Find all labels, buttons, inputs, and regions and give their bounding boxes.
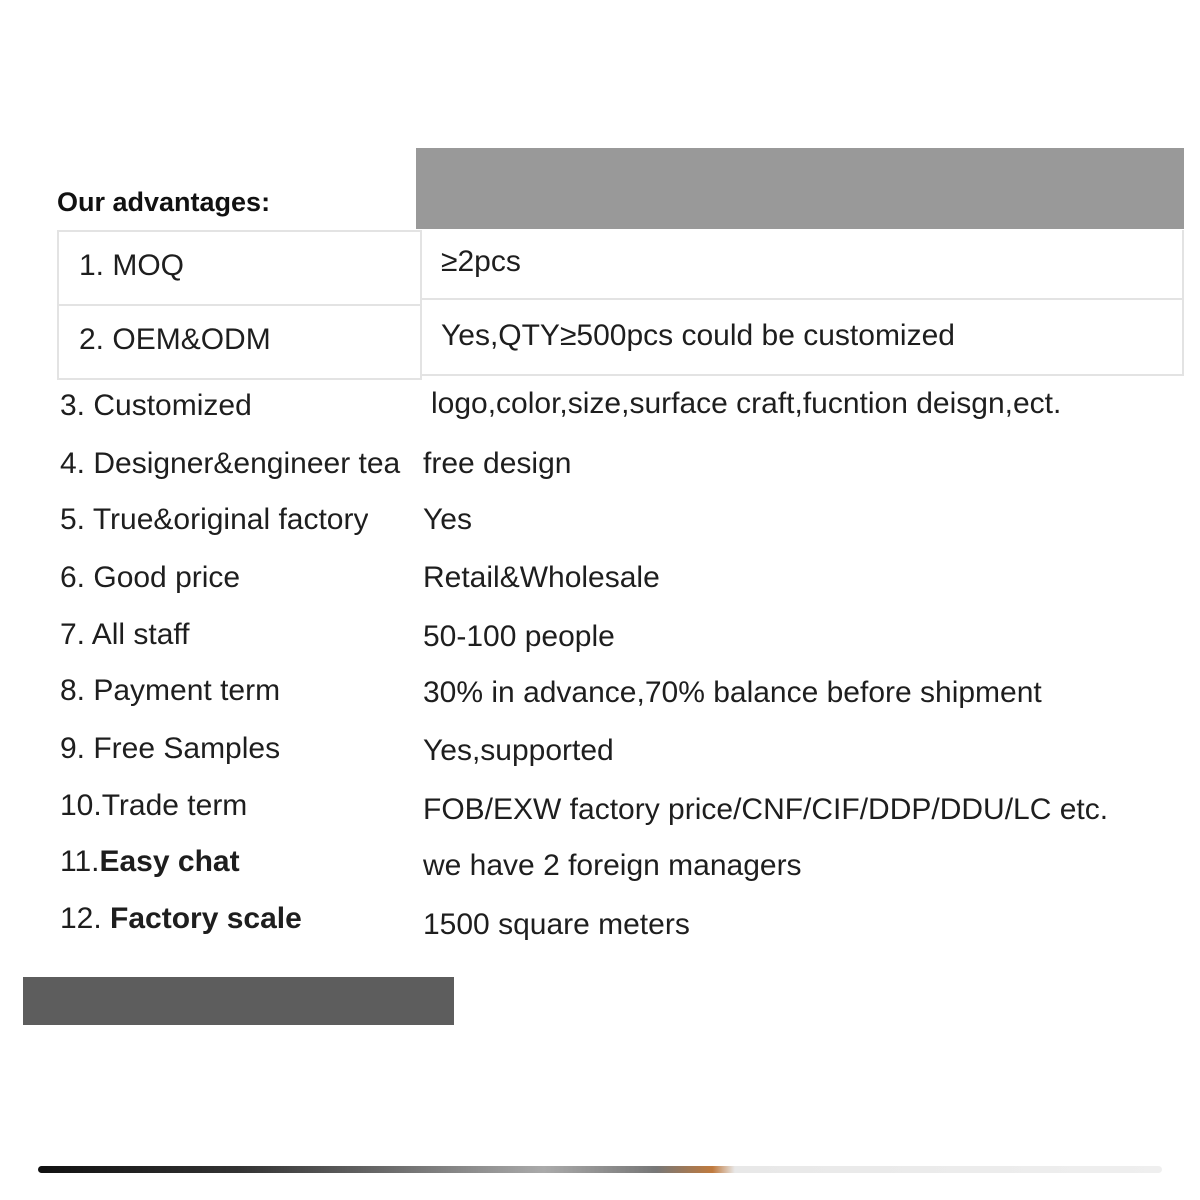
item-value: 1500 square meters: [423, 908, 690, 941]
list-item: [0, 556, 1200, 600]
item-value: logo,color,size,surface craft,fucntion deisgn,ect.: [431, 387, 1062, 420]
item-value: ≥2pcs: [441, 245, 521, 278]
item-key-prefix: 11.: [60, 845, 100, 878]
item-key: 1. MOQ: [79, 249, 185, 282]
list-item: [0, 669, 1200, 713]
redaction-bar-top: [416, 148, 1184, 229]
item-value: FOB/EXW factory price/CNF/CIF/DDP/DDU/LC etc.: [423, 793, 1109, 826]
item-key-bold: Factory scale: [110, 902, 302, 935]
item-key: 6. Good price: [60, 561, 241, 594]
redaction-bar-bottom: [23, 977, 454, 1025]
item-key: 4. Designer&engineer tea: [60, 447, 401, 480]
item-key: 7. All staff: [60, 618, 190, 651]
heading: Our advantages:: [57, 187, 271, 217]
list-item: [0, 318, 1200, 362]
item-value: 50-100 people: [423, 620, 615, 653]
item-value: free design: [423, 447, 572, 480]
list-item: [0, 442, 1200, 486]
image-strip: [38, 1166, 1162, 1173]
item-value: Retail&Wholesale: [423, 561, 660, 594]
item-key: 2. OEM&ODM: [79, 323, 271, 356]
item-key: 9. Free Samples: [60, 732, 281, 765]
item-key: [60, 897, 302, 941]
item-value: Yes,QTY≥500pcs could be customized: [441, 319, 955, 352]
list-item: [0, 784, 1200, 828]
item-key: 3. Customized: [60, 389, 252, 422]
list-item: [0, 840, 1200, 884]
list-item: [0, 613, 1200, 657]
list-item: [0, 897, 1200, 941]
list-item: [0, 384, 1200, 428]
item-value: Yes: [423, 503, 472, 536]
item-key: 5. True&original factory: [60, 503, 369, 536]
item-value: 30% in advance,70% balance before shipment: [423, 676, 1042, 709]
item-key: 10.Trade term: [60, 789, 248, 822]
list-item: [0, 244, 1200, 288]
item-value: we have 2 foreign managers: [423, 849, 802, 882]
list-item: [0, 498, 1200, 542]
item-value: Yes,supported: [423, 734, 614, 767]
list-item: [0, 727, 1200, 771]
item-key: 8. Payment term: [60, 674, 281, 707]
item-key-bold: Easy chat: [99, 845, 240, 878]
item-key: [60, 840, 240, 884]
item-key-prefix: 12.: [60, 902, 111, 935]
